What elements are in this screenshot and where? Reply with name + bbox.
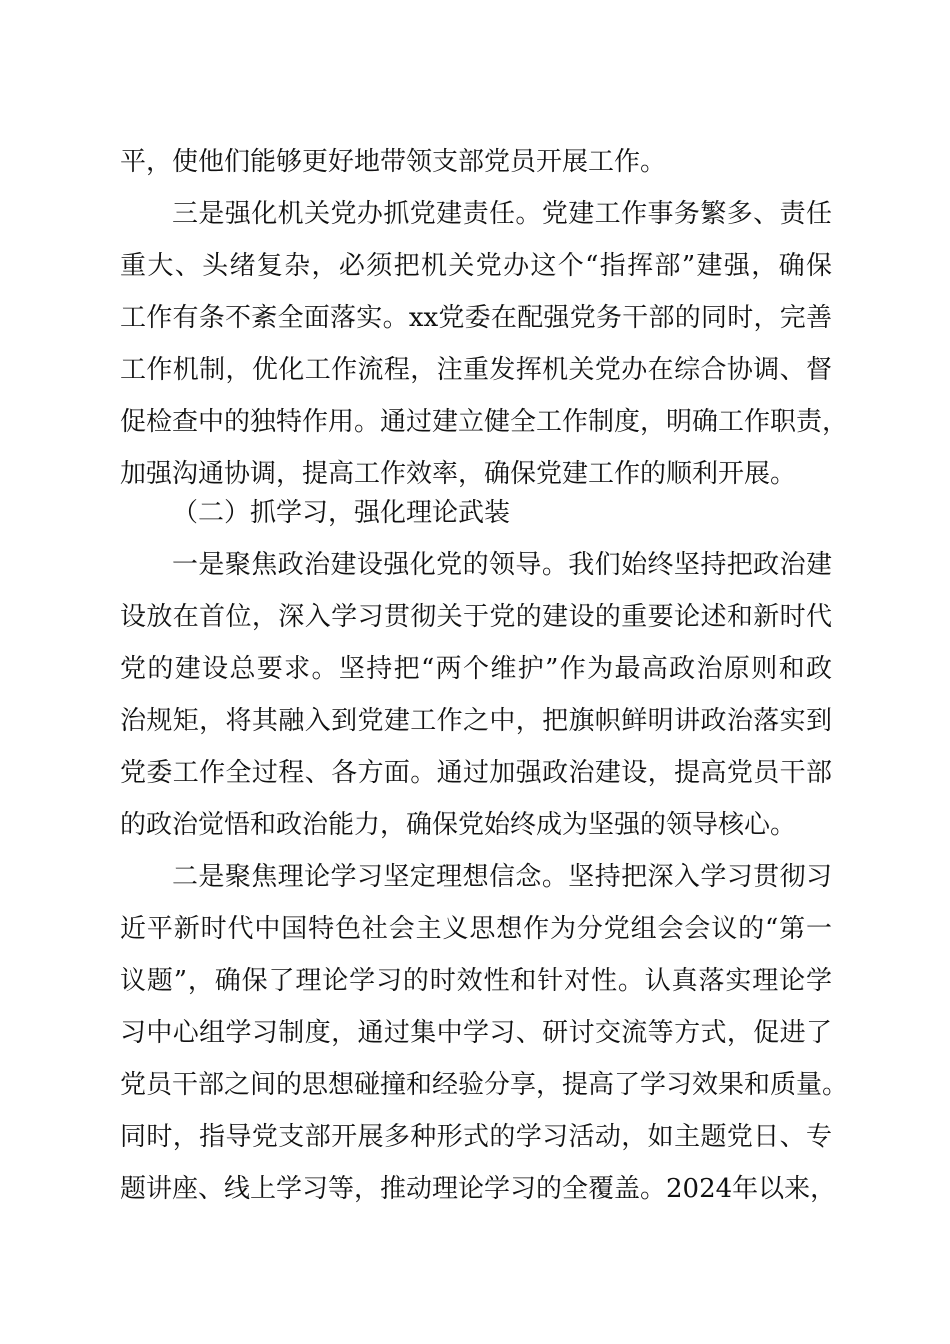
text-line-1: 平，使他们能够更好地带领支部党员开展工作。 <box>120 147 667 177</box>
text-line-5: 工作机制，优化工作流程，注重发挥机关党办在综合协调、督 <box>120 355 832 385</box>
text-line-2: 三是强化机关党办抓党建责任。党建工作事务繁多、责任 <box>172 199 832 229</box>
text-line-21: 题讲座、线上学习等，推动理论学习的全覆盖。2024年以来， <box>120 1174 837 1204</box>
text-line-19: 党员干部之间的思想碰撞和经验分享，提高了学习效果和质量。 <box>120 1070 849 1100</box>
text-line-18: 习中心组学习制度，通过集中学习、研讨交流等方式，促进了 <box>120 1018 832 1048</box>
text-line-6: 促检查中的独特作用。通过建立健全工作制度，明确工作职责， <box>120 407 849 437</box>
text-line-7: 加强沟通协调，提高工作效率，确保党建工作的顺利开展。 <box>120 459 797 489</box>
text-line-10: 设放在首位，深入学习贯彻关于党的建设的重要论述和新时代 <box>120 602 832 632</box>
text-line-16: 近平新时代中国特色社会主义思想作为分党组会会议的“第一 <box>120 914 832 944</box>
text-line-17: 议题”，确保了理论学习的时效性和针对性。认真落实理论学 <box>120 966 832 996</box>
text-line-13: 党委工作全过程、各方面。通过加强政治建设，提高党员干部 <box>120 758 832 788</box>
text-line-15: 二是聚焦理论学习坚定理想信念。坚持把深入学习贯彻习 <box>172 862 832 892</box>
text-line-12: 治规矩，将其融入到党建工作之中，把旗帜鲜明讲政治落实到 <box>120 706 832 736</box>
text-line-11: 党的建设总要求。坚持把“两个维护”作为最高政治原则和政 <box>120 654 832 684</box>
text-line-20: 同时，指导党支部开展多种形式的学习活动，如主题党日、专 <box>120 1122 832 1152</box>
text-line-3: 重大、头绪复杂，必须把机关党办这个“指挥部”建强，确保 <box>120 251 832 281</box>
text-line-9: 一是聚焦政治建设强化党的领导。我们始终坚持把政治建 <box>172 550 832 580</box>
text-line-14: 的政治觉悟和政治能力，确保党始终成为坚强的领导核心。 <box>120 810 797 840</box>
section-heading: （二）抓学习，强化理论武装 <box>172 498 511 528</box>
text-line-4: 工作有条不紊全面落实。xx党委在配强党务干部的同时，完善 <box>120 303 832 333</box>
